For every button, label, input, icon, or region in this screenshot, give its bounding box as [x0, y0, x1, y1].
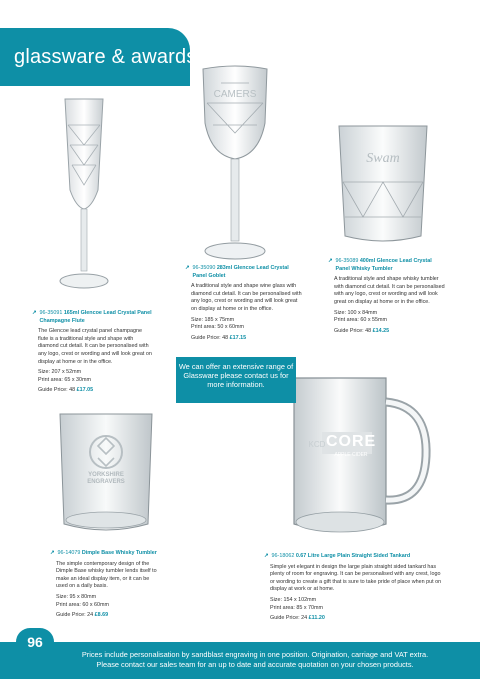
guide-price-label: Guide Price: [270, 615, 300, 622]
product-title-line [264, 553, 448, 561]
product-description: A traditional style and shape whisky tumbler with diamond cut detail. It can be personalised with any logo, crest or wording and will look great on display at home or in the office. [334, 276, 445, 305]
product-dimple-tumbler [50, 550, 160, 620]
product-code: 96-18062 [271, 553, 295, 559]
price-value: £11.20 [308, 615, 325, 622]
product-name: 283ml Glencoe Lead Crystal Panel Goblet [192, 265, 289, 279]
goblet-image [193, 63, 277, 263]
price-value: £17.15 [229, 334, 247, 341]
offer-box [176, 357, 296, 403]
product-title-line [32, 310, 152, 325]
svg-text:Swam: Swam [366, 151, 400, 166]
price-value: £8.69 [94, 612, 109, 619]
product-print-area: Print area: 65 x 30mm [38, 376, 92, 383]
svg-text:CAMERS: CAMERS [213, 89, 257, 100]
product-size: Size: 100 x 84mm [334, 309, 378, 316]
product-crystal-tumbler [328, 258, 446, 335]
guide-price-label: Guide Price: [56, 612, 86, 619]
product-goblet [185, 265, 303, 342]
product-name: 0.67 Litre Large Plain Straight Sided Tankard [295, 553, 411, 559]
arrow-icon: ↗ [185, 265, 190, 271]
crystal-tumbler-image [333, 122, 433, 247]
product-print-area: Print area: 50 x 60mm [191, 324, 245, 331]
product-price-line [56, 612, 160, 620]
product-name: 165ml Glencoe Lead Crystal Panel Champagne Flute [39, 310, 152, 324]
price-qty: 24 [87, 612, 94, 619]
price-qty: 48 [365, 327, 372, 334]
product-size: Size: 185 x 75mm [191, 316, 235, 323]
product-code: 96-35091 [39, 310, 63, 316]
footer-text [55, 650, 455, 670]
product-price-line [270, 615, 448, 623]
arrow-icon: ↗ [50, 550, 55, 556]
product-tankard [264, 553, 448, 623]
arrow-icon: ↗ [328, 258, 333, 264]
price-qty: 48 [69, 387, 76, 394]
arrow-icon: ↗ [32, 310, 37, 316]
product-size: Size: 95 x 80mm [56, 593, 97, 600]
price-qty: 24 [301, 615, 308, 622]
price-value: £17.05 [76, 387, 94, 394]
product-print-area: Print area: 60 x 60mm [56, 601, 110, 608]
champagne-flute-image [48, 95, 120, 295]
offer-text: We can offer an extensive range of Glassware please contact us for more information. [178, 362, 294, 389]
product-code: 96-14079 [57, 550, 81, 556]
product-title-line [328, 258, 446, 273]
page-number: 96 [16, 628, 54, 656]
footer-line-2: Please contact our sales team for an up to date and accurate quotation on your chosen products. [96, 660, 414, 669]
product-title-line [50, 550, 160, 558]
product-size: Size: 207 x 52mm [38, 369, 82, 376]
product-name: Dimple Base Whisky Tumbler [81, 550, 157, 556]
tankard-sub-text: APPLE CIDER [334, 452, 368, 458]
product-name: 400ml Glencoe Lead Crystal Panel Whisky Tumbler [335, 258, 432, 272]
product-print-area: Print area: 60 x 55mm [334, 317, 388, 324]
product-price-line [191, 335, 303, 343]
guide-price-label: Guide Price: [334, 327, 364, 334]
price-qty: 48 [222, 334, 229, 341]
price-value: £14.25 [372, 327, 390, 334]
product-size: Size: 154 x 102mm [270, 596, 317, 603]
page-title: glassware & awards [14, 46, 197, 68]
product-description: A traditional style and shape wine glass with diamond cut detail. It can be personalised with any logo, crest or wording and will look great on display at home or in the office. [191, 283, 302, 312]
tumbler-engraving-text: YORKSHIRE ENGRAVERS [87, 472, 125, 485]
guide-price-label: Guide Price: [191, 334, 221, 341]
tankard-brand-text: CORE [326, 433, 377, 450]
product-champagne-flute [32, 310, 152, 395]
arrow-icon: ↗ [264, 553, 269, 559]
product-description: Simple yet elegant in design the large plain straight sided tankard has plenty of room for engraving. It can be personalised with any crest, logo or wording to create a gift that is sure to take pride of place when put on display at work or at home. [270, 563, 442, 593]
tankard-side-text: KCD [308, 440, 326, 449]
product-description: The Glencoe lead crystal panel champagne flute is a traditional style and shape with diamond cut detail. It can be personalised with any logo, crest or wording and will look great on display at home or in the office. [38, 328, 152, 365]
product-title-line [185, 265, 303, 280]
product-price-line [38, 387, 152, 395]
product-code: 96-35089 [335, 258, 359, 264]
footer-line-1: Prices include personalisation by sandblast engraving in one position. Origination, carriage and VAT extra. [81, 650, 429, 659]
tankard-image [288, 372, 434, 544]
product-description: The simple contemporary design of the Dimple Base whisky tumbler lends itself to make an ideal display item, or it can be used on a daily basis. [56, 560, 157, 590]
product-code: 96-35090 [192, 265, 216, 271]
product-print-area: Print area: 85 x 70mm [270, 604, 324, 611]
product-price-line [334, 328, 446, 336]
guide-price-label: Guide Price: [38, 387, 68, 394]
